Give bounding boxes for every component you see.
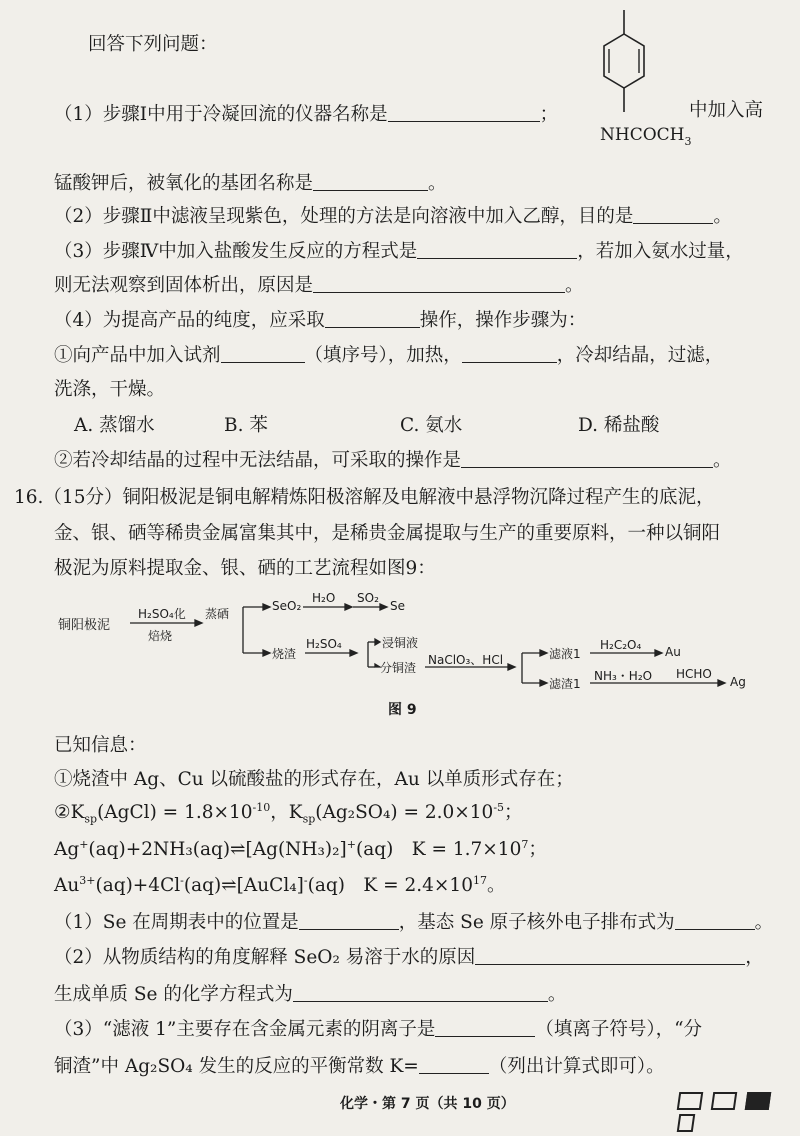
marker-box bbox=[677, 1092, 704, 1110]
known-info-2: $②K_{sp}(AgCl) = 1.8\times 10^{-10}$，$K_{sp}(Ag_2SO_4) = 2.0\times 10^{-5}$； bbox=[54, 800, 523, 826]
option-c: C. 氨水 bbox=[400, 415, 463, 436]
intro-text: 回答下列问题： bbox=[88, 34, 218, 55]
q15-4-line1: （4）为提高产品的纯度，应采取 操作，操作步骤为： bbox=[54, 310, 587, 331]
q16-head: 16.（15分）铜阳极泥是铜电解精炼阳极溶解及电解液中悬浮物沉降过程产生的底泥， bbox=[14, 487, 715, 508]
option-a: A. 蒸馏水 bbox=[74, 415, 155, 436]
answer-blank[interactable] bbox=[313, 172, 428, 191]
acetanilide-methyl-structure bbox=[586, 4, 696, 154]
answer-blank[interactable] bbox=[462, 344, 557, 363]
answer-blank[interactable] bbox=[221, 344, 305, 363]
answer-blank[interactable] bbox=[419, 1055, 489, 1074]
known-info-1: ①烧渣中 Ag、Cu 以硫酸盐的形式存在，Au 以单质形式存在； bbox=[54, 769, 574, 790]
svg-text:NHCOCH3: $NHCOCH_3$ bbox=[600, 125, 692, 148]
equilibrium-1: Ag+(aq)+2NH₃(aq)⇌[Ag(NH₃)₂]+(aq) $K = 1.7\times 10^7$； bbox=[54, 837, 547, 860]
q15-1-line2: 锰酸钾后，被氧化的基团名称是 。 bbox=[54, 173, 447, 194]
answer-blank[interactable] bbox=[313, 274, 565, 293]
marker-box bbox=[677, 1114, 696, 1132]
flow-seo2: SeO₂ bbox=[272, 599, 302, 613]
q15-1-suffix: 中加入高 bbox=[689, 100, 764, 121]
known-info-heading: 已知信息： bbox=[54, 735, 147, 756]
q16-line2: 金、银、硒等稀贵金属富集其中，是稀贵金属提取与生产的重要原料，一种以铜阳 bbox=[54, 523, 721, 544]
q16-line3: 极泥为原料提取金、银、硒的工艺流程如图9： bbox=[54, 558, 436, 579]
flow-ag: Ag bbox=[730, 675, 746, 689]
q15-2: （2）步骤Ⅱ中滤液呈现紫色，处理的方法是向溶液中加入乙醇，目的是 。 bbox=[54, 206, 732, 227]
flow-reagent1b: 焙烧 bbox=[148, 629, 173, 643]
q15-3-line1: （3）步骤Ⅳ中加入盐酸发生反应的方程式是 ，若加入氨水过量， bbox=[54, 241, 744, 262]
flow-h2o: H₂O bbox=[312, 591, 336, 605]
flow-shaozha: 烧渣 bbox=[272, 647, 297, 661]
q16-3-line2: 铜渣”中 Ag₂SO₄ 发生的反应的平衡常数 K= （列出计算式即可）。 bbox=[54, 1056, 665, 1077]
flow-h2c2o4: H₂C₂O₄ bbox=[600, 638, 642, 652]
answer-blank[interactable] bbox=[417, 240, 577, 259]
figure-caption: 图 9 bbox=[388, 702, 417, 718]
marker-box-filled bbox=[745, 1092, 772, 1110]
q15-1-line1: （1）步骤Ⅰ中用于冷凝回流的仪器名称是 ； bbox=[54, 104, 559, 125]
option-b: B. 苯 bbox=[224, 415, 268, 436]
flow-start: 铜阳极泥 bbox=[58, 618, 111, 633]
q16-3-line1: （3）“滤液 1”主要存在含金属元素的阴离子是 （填离子符号），“分 bbox=[54, 1019, 703, 1040]
flow-h2so4: H₂SO₄ bbox=[306, 637, 342, 651]
answer-blank[interactable] bbox=[461, 449, 713, 468]
q15-4-line3: 洗涤，干燥。 bbox=[54, 379, 166, 400]
answer-blank[interactable] bbox=[299, 911, 399, 930]
equilibrium-2: $Au^{3+}(aq)+4Cl^-(aq)\rightleftharpoons[AuCl_4]^-(aq)$ $K = 2.4\times 10^{17}$。 bbox=[54, 873, 506, 896]
flow-reagent1: H₂SO₄化 bbox=[138, 607, 186, 621]
answer-blank[interactable] bbox=[633, 205, 713, 224]
flow-nh3: NH₃・H₂O bbox=[594, 669, 653, 683]
q16-2-line1: （2）从物质结构的角度解释 SeO₂ 易溶于水的原因 ， bbox=[54, 947, 764, 968]
flow-jintongye: 浸铜液 bbox=[382, 636, 419, 650]
flow-se: Se bbox=[390, 599, 405, 613]
answer-blank[interactable] bbox=[435, 1018, 535, 1037]
flow-steam: 蒸硒 bbox=[205, 607, 230, 621]
q16-2-line2: 生成单质 Se 的化学方程式为 。 bbox=[54, 984, 567, 1005]
q15-4-line4: ②若冷却结晶的过程中无法结晶，可采取的操作是 。 bbox=[54, 450, 732, 471]
page-marker-boxes bbox=[678, 1092, 800, 1136]
option-d: D. 稀盐酸 bbox=[578, 415, 660, 436]
answer-blank[interactable] bbox=[675, 911, 755, 930]
answer-blank[interactable] bbox=[325, 309, 420, 328]
answer-blank[interactable] bbox=[293, 983, 548, 1002]
flow-hcho: HCHO bbox=[676, 667, 712, 681]
q15-4-line2: ①向产品中加入试剂 （填序号），加热， ，冷却结晶，过滤， bbox=[54, 345, 724, 366]
q16-1: （1）Se 在周期表中的位置是 ，基态 Se 原子核外电子排布式为 。 bbox=[54, 912, 774, 933]
flow-lvzha1: 滤渣1 bbox=[549, 677, 581, 691]
flow-lvye1: 滤液1 bbox=[549, 647, 581, 661]
page-footer: 化学・第 7 页（共 10 页） bbox=[340, 1096, 515, 1112]
flow-fentongzha: 分铜渣 bbox=[380, 661, 417, 675]
marker-box bbox=[711, 1092, 738, 1110]
flow-so2: SO₂ bbox=[357, 591, 379, 605]
flow-reagent2: NaClO₃、HCl bbox=[428, 653, 504, 667]
q15-3-line2: 则无法观察到固体析出，原因是 。 bbox=[54, 275, 584, 296]
answer-blank[interactable] bbox=[388, 103, 540, 122]
answer-blank[interactable] bbox=[475, 946, 745, 965]
flow-au: Au bbox=[665, 645, 681, 659]
